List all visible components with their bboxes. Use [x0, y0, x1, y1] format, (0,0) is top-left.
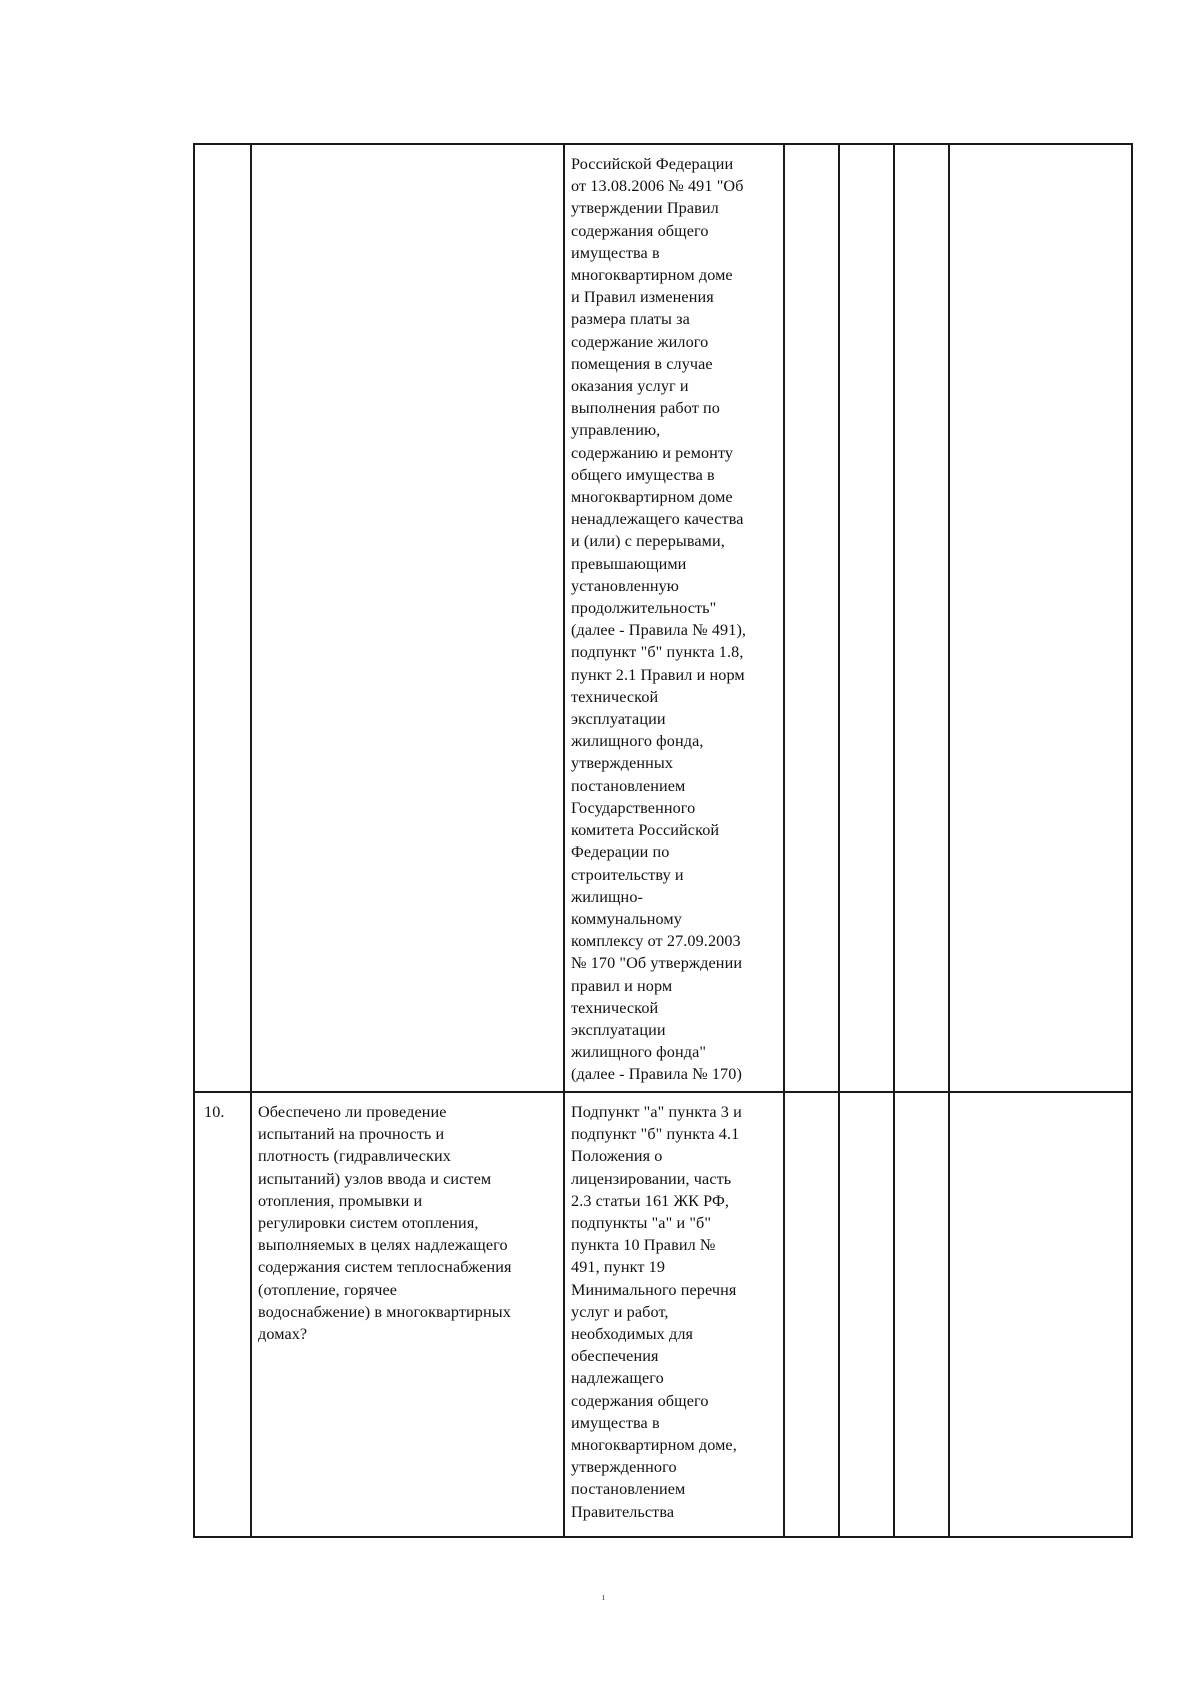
answer-yes-cell [784, 144, 839, 1092]
notes-cell [949, 1092, 1132, 1537]
answer-no-cell [839, 1092, 894, 1537]
checklist-table [193, 143, 1133, 1538]
legal-reference-text: Подпункт "а" пункта 3 и подпункт "б" пункта 4.1 Положения о лицензировании, часть 2.3 статьи 161 ЖК РФ, подпункты "а" и "б" пункта 10 Правил № 491, пункт 19 Минимального перечня услуг и работ, необходимых для обеспечения надлежащего содержания общего имущества в многоквартирном доме, утвержденного постановлением Правительства [571, 1103, 742, 1521]
scan-speck: ı [602, 1592, 605, 1603]
row-number [195, 145, 250, 153]
row-number: 10. [204, 1103, 225, 1121]
question-text: Обеспечено ли проведение испытаний на прочность и плотность (гидравлических испытаний) узлов ввода и систем отопления, промывки и регулировки систем отопления, выполняемых в целях надлежащего содержания систем теплоснабжения (отопление, горячее водоснабжение) в многоквартирных домах? [258, 1103, 512, 1344]
row-number-cell [194, 144, 251, 1092]
reference-cell [564, 1092, 784, 1537]
table-row [194, 1092, 1132, 1537]
question-cell [251, 144, 564, 1092]
table-row [194, 144, 1132, 1092]
answer-no-cell [839, 144, 894, 1092]
answer-yes-cell [784, 1092, 839, 1537]
question-text [252, 145, 563, 153]
question-cell [251, 1092, 564, 1537]
reference-cell [564, 144, 784, 1092]
answer-na-cell [894, 144, 949, 1092]
notes-cell [949, 144, 1132, 1092]
row-number-cell [194, 1092, 251, 1537]
answer-na-cell [894, 1092, 949, 1537]
legal-reference-text: Российской Федерации от 13.08.2006 № 491 "Об утверждении Правил содержания общего имущества в многоквартирном доме и Правил изменения размера платы за содержание жилого помещения в случае оказания услуг и выполнения работ по управлению, содержанию и ремонту общего имущества в многоквартирном доме ненадлежащего качества и (или) с перерывами, превышающими установленную продолжительность" (далее - Правила № 491), подпункт "б" пункта 1.8, пункт 2.1 Правил и норм технической эксплуатации жилищного фонда, утвержденных постановлением Государственного комитета Российской Федерации по строительству и жилищно- коммунальному комплексу от 27.09.2003 № 170 "Об утверждении правил и норм технической эксплуатации жилищного фонда" (далее - Правила № 170) [571, 155, 747, 1084]
